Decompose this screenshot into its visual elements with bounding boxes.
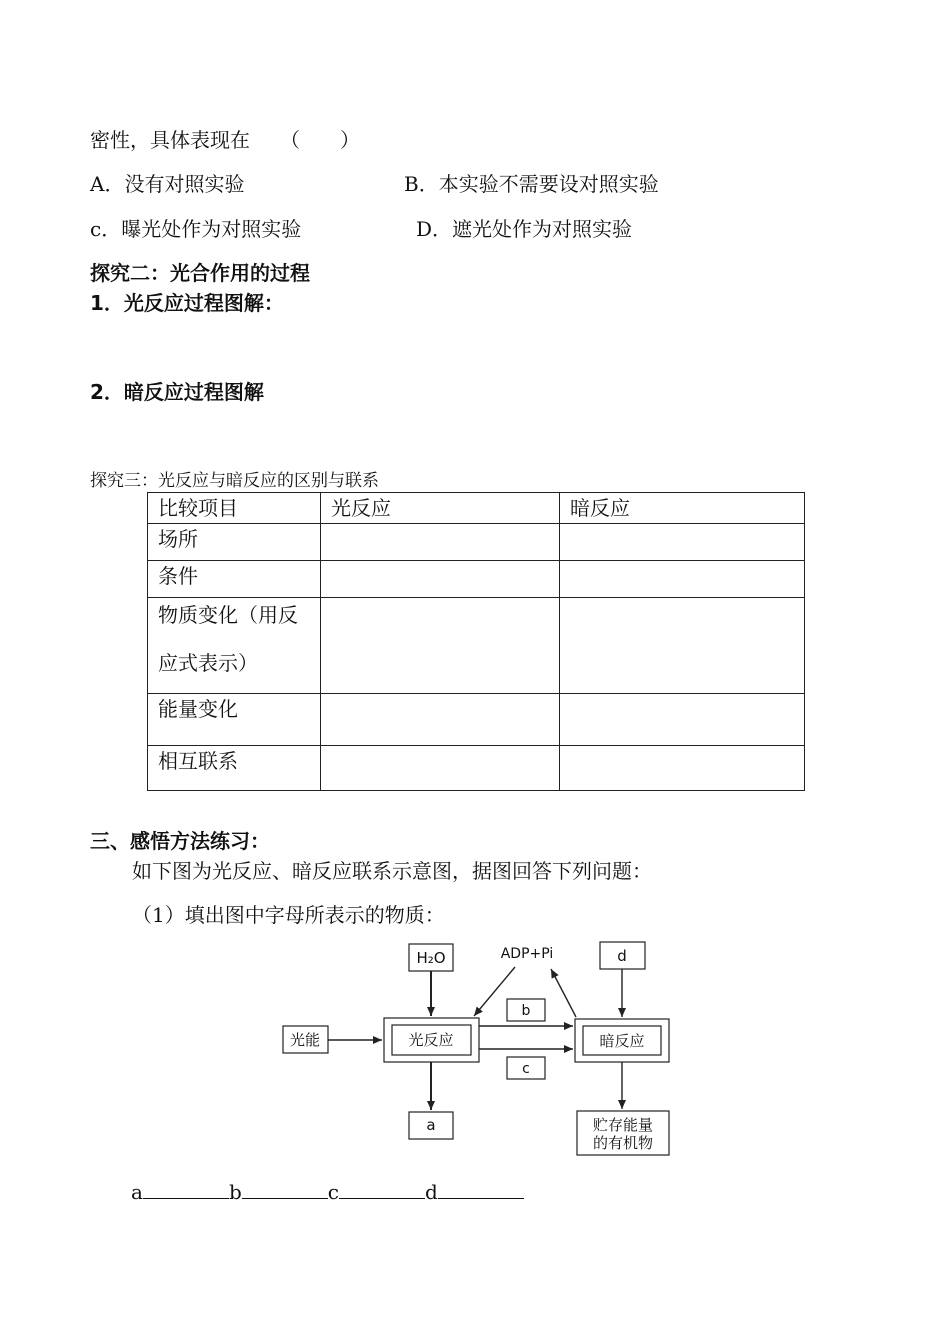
- row-label-energy-change: 能量变化: [148, 694, 321, 746]
- answer-label-c: c: [327, 1180, 339, 1204]
- option-c: c．曝光处作为对照实验: [90, 217, 302, 241]
- row-label-material-line1: 物质变化（用反: [158, 603, 298, 627]
- practice-q1: （1）填出图中字母所表示的物质：: [132, 903, 445, 927]
- answer-line: [131, 1180, 524, 1204]
- table-header-dark: 暗反应: [560, 493, 805, 524]
- b-label: b: [521, 1003, 531, 1019]
- section2-item1: 1．光反应过程图解：: [90, 291, 284, 315]
- answer-label-d: d: [424, 1180, 438, 1204]
- answer-blank-d[interactable]: [438, 1180, 524, 1199]
- table-header-light: 光反应: [321, 493, 560, 524]
- section2-heading: 探究二：光合作用的过程: [90, 261, 310, 285]
- answer-blank-a[interactable]: [143, 1180, 229, 1199]
- row-label-material-line2: 应式表示）: [158, 651, 258, 675]
- adp-label: ADP+Pi: [500, 946, 554, 962]
- row-label-location: 场所: [148, 524, 321, 561]
- answer-label-b: b: [228, 1180, 242, 1204]
- c-label: c: [522, 1061, 530, 1077]
- arrow-dark-to-adp: [551, 969, 576, 1017]
- organic-label-line1: 贮存能量: [592, 1116, 654, 1134]
- row-label-relation: 相互联系: [148, 746, 321, 791]
- table-header-item: 比较项目: [148, 493, 321, 524]
- question-stem: 密性，具体表现在 （ ）: [90, 128, 360, 152]
- light-reaction-label: 光反应: [408, 1031, 454, 1049]
- organic-label-line2: 的有机物: [592, 1134, 654, 1152]
- answer-label-a: a: [131, 1180, 143, 1204]
- row-label-condition: 条件: [148, 561, 321, 598]
- answer-blank-b[interactable]: [242, 1180, 328, 1199]
- practice-intro: 如下图为光反应、暗反应联系示意图，据图回答下列问题：: [132, 859, 652, 883]
- option-d: D．遮光处作为对照实验: [416, 217, 633, 241]
- answer-blank-c[interactable]: [339, 1180, 425, 1199]
- dark-reaction-label: 暗反应: [599, 1032, 645, 1050]
- d-label: d: [617, 947, 627, 965]
- option-b: B．本实验不需要设对照实验: [404, 172, 659, 196]
- a-label: a: [426, 1116, 436, 1134]
- section2-item2: 2．暗反应过程图解: [90, 380, 264, 404]
- h2o-label: H₂O: [416, 949, 446, 967]
- practice-heading: 三、感悟方法练习：: [90, 829, 270, 853]
- section3-heading: 探究三：光反应与暗反应的区别与联系: [90, 471, 379, 491]
- light-energy-label: 光能: [289, 1031, 321, 1049]
- option-a: A．没有对照实验: [90, 172, 245, 196]
